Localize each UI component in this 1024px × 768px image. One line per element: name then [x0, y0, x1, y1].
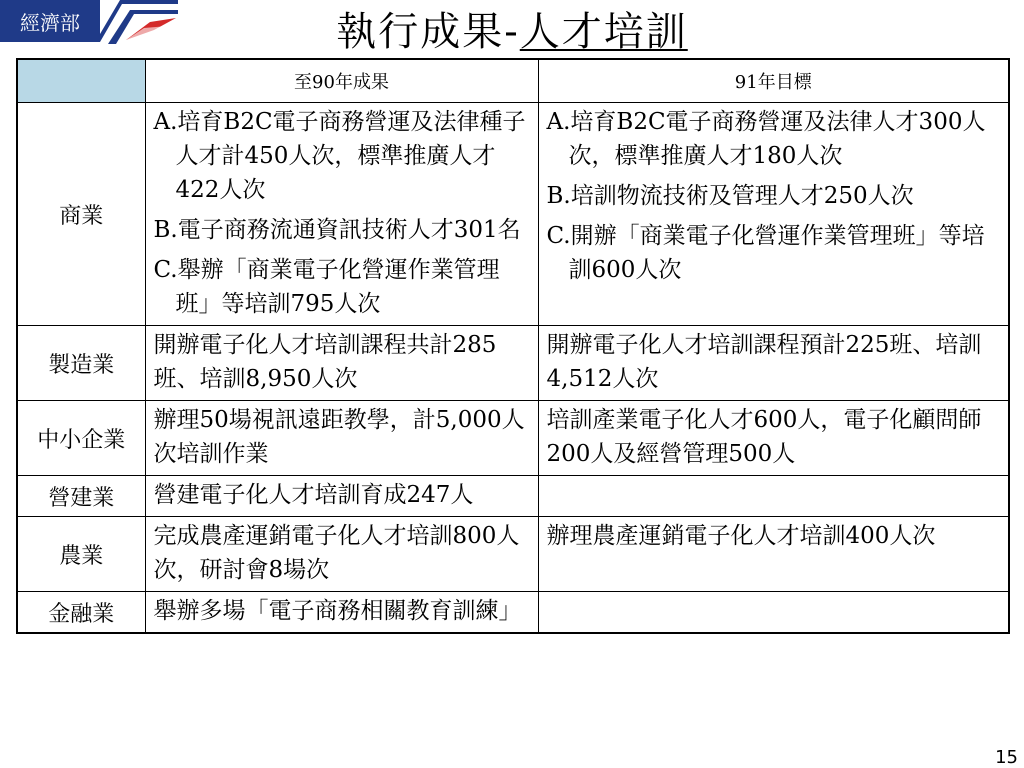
- achieved-cell: [145, 326, 538, 401]
- list-item: B.培訓物流技術及管理人才250人次: [546, 183, 914, 209]
- achieved-cell: [145, 103, 538, 326]
- title-emphasis: 人才培訓: [519, 8, 688, 55]
- cell-text: 開辦電子化人才培訓課程共計285班、培訓8,950人次: [153, 332, 497, 392]
- sector-cell: 金融業: [17, 592, 145, 634]
- list-item: B.電子商務流通資訊技術人才301名: [153, 217, 521, 243]
- list-item: A.培育B2C電子商務營運及法律種子人才計450人次，標準推廣人才422人次: [153, 109, 526, 203]
- ministry-label: 經濟部: [20, 10, 80, 35]
- list-item: C.開辦「商業電子化營運作業管理班」等培訓600人次: [546, 223, 985, 283]
- cell-text: 培訓產業電子化人才600人，電子化顧問師200人及經營管理500人: [546, 407, 982, 467]
- cell-text: 營建電子化人才培訓育成247人: [153, 482, 474, 508]
- target-cell: [538, 326, 1009, 401]
- target-cell-empty: [538, 592, 1009, 634]
- list-item: C.舉辦「商業電子化營運作業管理班」等培訓795人次: [153, 257, 500, 317]
- title-prefix: 執行成果-: [336, 8, 520, 55]
- table-row: [17, 103, 1009, 326]
- achieved-cell: [145, 401, 538, 476]
- cell-text: 辦理農產運銷電子化人才培訓400人次: [546, 523, 936, 549]
- sector-cell: 農業: [17, 517, 145, 592]
- sector-cell: 商業: [17, 103, 145, 326]
- target-cell-empty: [538, 476, 1009, 517]
- cell-text: 舉辦多場「電子商務相關教育訓練」: [153, 598, 522, 624]
- target-cell: [538, 517, 1009, 592]
- header-cell-target: 91年目標: [538, 59, 1009, 103]
- header-cell-achieved: 至90年成果: [145, 59, 538, 103]
- ministry-logo-icon: [100, 0, 178, 46]
- table-row: [17, 401, 1009, 476]
- target-cell: [538, 103, 1009, 326]
- table-row: [17, 326, 1009, 401]
- sector-cell: 製造業: [17, 326, 145, 401]
- header-cell-blank: [17, 59, 145, 103]
- page-title: [250, 2, 774, 54]
- sector-cell: 營建業: [17, 476, 145, 517]
- sector-cell: 中小企業: [17, 401, 145, 476]
- target-cell: [538, 401, 1009, 476]
- achieved-cell: [145, 476, 538, 517]
- achieved-cell: [145, 517, 538, 592]
- cell-text: 完成農產運銷電子化人才培訓800人次，研討會8場次: [153, 523, 520, 583]
- achieved-cell: [145, 592, 538, 634]
- table-row: [17, 517, 1009, 592]
- cell-text: 辦理50場視訊遠距教學，計5,000人次培訓作業: [153, 407, 525, 467]
- results-table: [16, 58, 1010, 634]
- list-item: A.培育B2C電子商務營運及法律人才300人次，標準推廣人才180人次: [546, 109, 986, 169]
- table-row: [17, 592, 1009, 634]
- page-number: 15: [995, 747, 1018, 768]
- cell-text: 開辦電子化人才培訓課程預計225班、培訓4,512人次: [546, 332, 982, 392]
- table-row: [17, 476, 1009, 517]
- table-header-row: [17, 59, 1009, 103]
